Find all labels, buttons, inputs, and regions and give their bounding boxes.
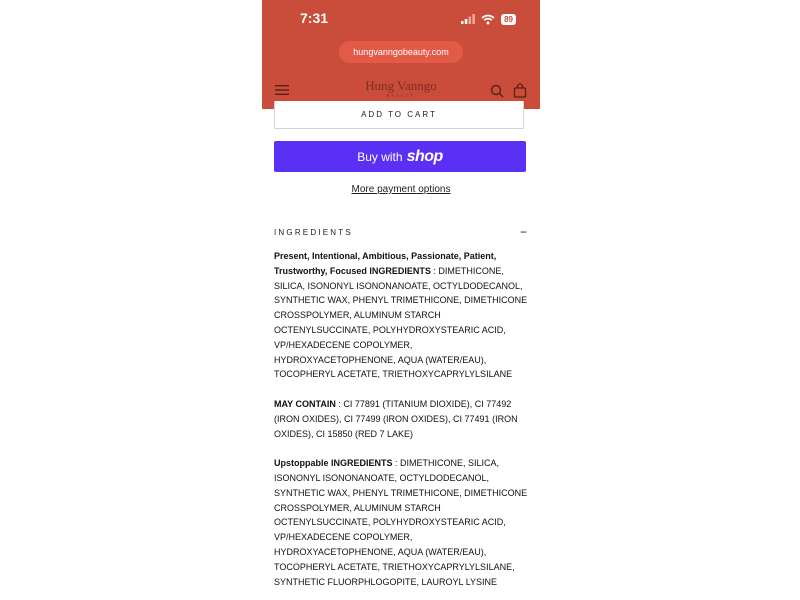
ingredient-block	[274, 397, 530, 441]
collapse-icon[interactable]: −	[520, 225, 528, 239]
signal-icon	[461, 14, 475, 24]
wifi-icon	[481, 14, 495, 25]
ingredient-block-title: Upstoppable INGREDIENTS	[274, 458, 393, 469]
ingredient-block-text: : CI 77891 (TITANIUM DIOXIDE), CI 77492 (IRON OXIDES), CI 77499 (IRON OXIDES), CI 77491 (IRON OXIDES), CI 15850 (RED 7 LAKE)	[274, 398, 518, 439]
ingredient-block	[274, 249, 530, 382]
address-bar[interactable]: hungvanngobeauty.com	[339, 41, 463, 63]
ingredient-block-title: Present, Intentional, Ambitious, Passionate, Patient, Trustworthy, Focused INGREDIENTS	[274, 251, 497, 276]
ingredient-block	[274, 456, 530, 589]
ingredient-block-text: : DIMETHICONE, SILICA, ISONONYL ISONONANOATE, OCTYLDODECANOL, SYNTHETIC WAX, PHENYL TRIMETHICONE, DIMETHICONE CROSSPOLYMER, ALUMINUM STARCH OCTENYLSUCCINATE, POLYHYDROXYSTEARIC ACID, VP/HEXADECENE COPOLYMER, HYDROXYACETOPHENONE, AQUA (WATER/EAU), TOCOPHERYL ACETATE, TRIETHOXYCAPRYLYLSILANE, SYNTHETIC FLUORPHLOGOPITE, LAUROYL LYSINE	[274, 458, 528, 587]
status-time: 7:31	[300, 10, 329, 26]
more-payment-options-link[interactable]: More payment options	[351, 184, 451, 195]
bag-icon[interactable]	[513, 83, 527, 98]
phone-screen	[262, 0, 540, 600]
search-icon[interactable]	[490, 84, 504, 98]
buy-with-label: Buy with	[357, 149, 403, 164]
ingredients-text	[274, 249, 530, 600]
brand-sub: BEAUTY	[386, 93, 416, 98]
ingredients-heading[interactable]: INGREDIENTS	[274, 228, 353, 237]
brand-name: Hung Vanngo	[365, 78, 437, 93]
status-icons	[461, 12, 516, 26]
shop-logo: shop	[406, 147, 443, 165]
add-to-cart-button[interactable]: ADD TO CART	[274, 101, 524, 129]
ingredient-block-text: : DIMETHICONE, SILICA, ISONONYL ISONONANOATE, OCTYLDODECANOL, SYNTHETIC WAX, PHENYL TRIMETHICONE, DIMETHICONE CROSSPOLYMER, ALUMINUM STARCH OCTENYLSUCCINATE, POLYHYDROXYSTEARIC ACID, VP/HEXADECENE COPOLYMER, HYDROXYACETOPHENONE, AQUA (WATER/EAU), TOCOPHERYL ACETATE, TRIETHOXYCAPRYLYLSILANE	[274, 265, 528, 380]
ingredient-block-title: MAY CONTAIN	[274, 398, 336, 409]
buy-with-shop-button[interactable]	[274, 141, 526, 172]
battery-indicator: 89	[501, 14, 516, 25]
header-bar	[262, 0, 540, 109]
